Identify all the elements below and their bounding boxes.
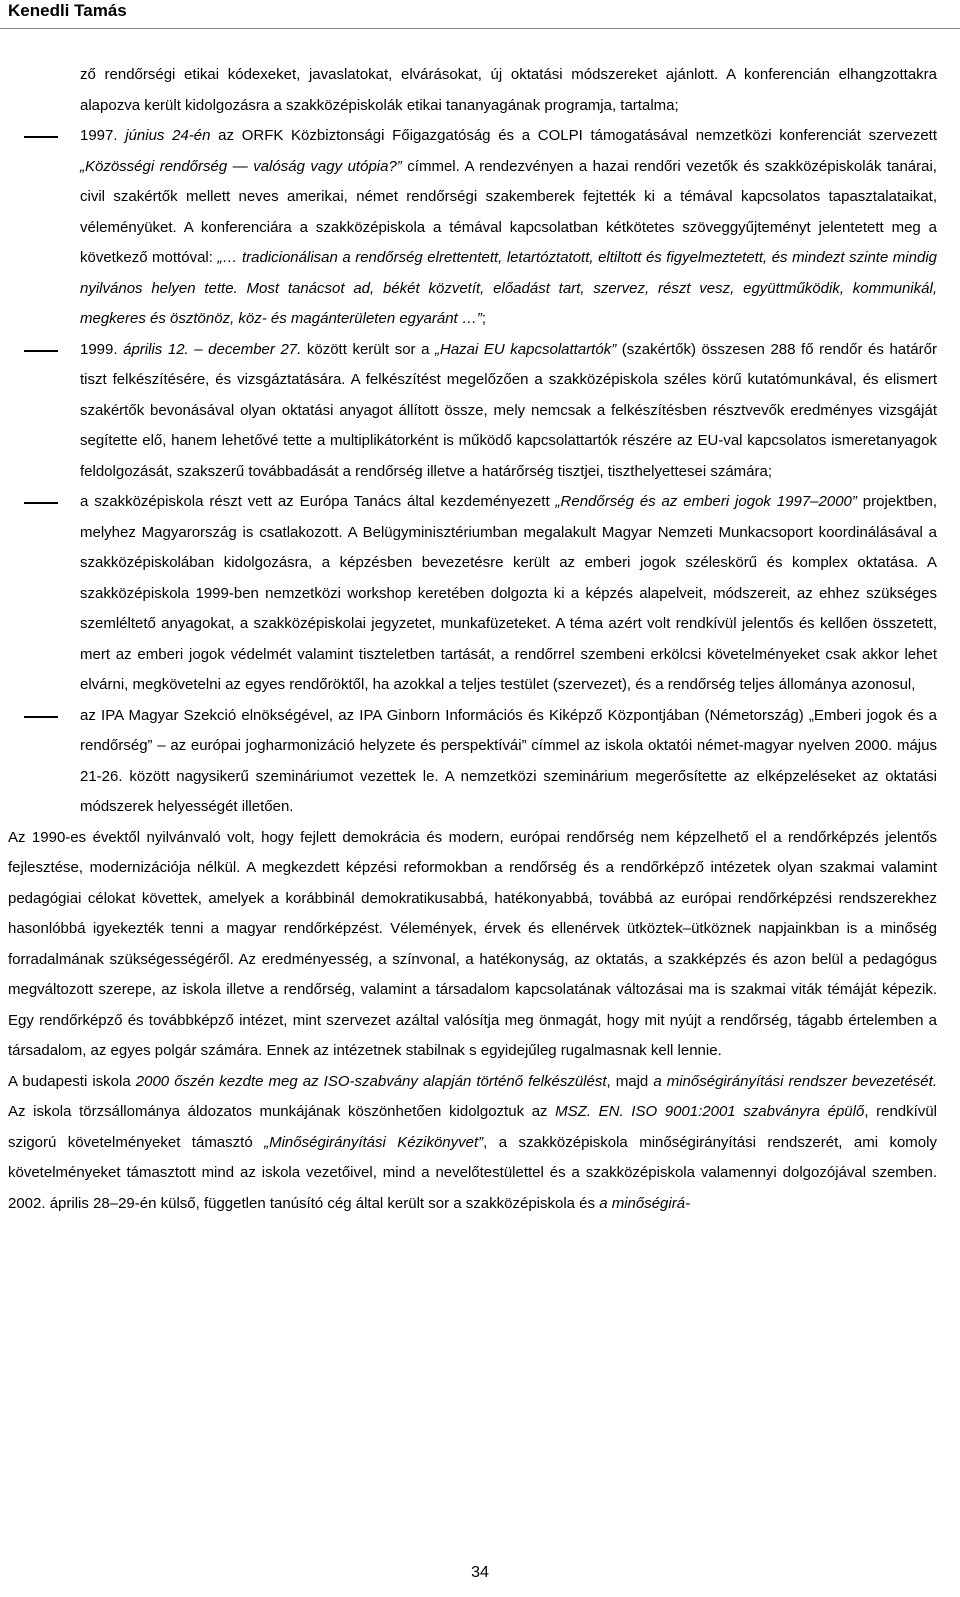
text-run: az IPA Magyar Szekció elnökségével, az IPA Ginborn Információs és Kiképző Központjában (Németország) „Emberi jogok és a rendőrség” – az európai jogharmonizáció helyzete és perspektívái” címmel az iskola oktatói német-magyar nyelven 2000. május 21-26. között nagysikerű szemináriumot vezettek le. A nemzetközi szeminárium megerősítette az elképzeléseket az oktatási módszerek helyességét illetően.	[80, 706, 937, 815]
text-run: 1999.	[80, 340, 124, 358]
text-run: 1997.	[80, 127, 126, 144]
running-header: Kenedli Tamás	[8, 1, 127, 20]
list-item	[80, 335, 937, 488]
italic-text: a minőségirá-	[599, 1194, 691, 1212]
text-run: A budapesti iskola	[8, 1072, 136, 1090]
italic-text: április 12. – december 27.	[123, 340, 302, 358]
text-run: az ORFK Közbiztonsági Főigazgatóság és a COLPI támogatásával nemzetközi konferenciát szervezett	[210, 127, 937, 144]
dash-bullet	[24, 350, 58, 352]
text-run: ;	[481, 310, 487, 327]
italic-text: „Minőségirányítási Kézikönyvet”	[264, 1133, 484, 1151]
text-run: a szakközépiskola részt vett az Európa Tanács által kezdeményezett	[80, 493, 556, 510]
text-run: között került sor a	[301, 340, 435, 358]
paragraph	[8, 1067, 937, 1220]
text-run: projektben, melyhez Magyarország is csatlakozott. A Belügyminisztériumban megalakult Magyar Nemzeti Munkacsoport koordinálásával a szakközépiskolában kidolgozásra, a képzésben bevezetésre került az emberi jogok széleskörű és komplex oktatása. A szakközépiskola 1999-ben nemzetközi workshop keretében dolgozta ki a képzés alapelveit, módszereit, az ehhez szükséges szemléltető anyagokat, a szakközépiskolai jegyzetet, munkafüzeteket. A téma azért volt rendkívül jelentős és kellően összetett, mert az emberi jogok védelmét valamint tiszteletben tartását, a rendőrrel szembeni erkölcsi követelményeket csak akkor lehet elvárni, megkövetelni az egyes rendőröktől, ha azokkal a teljes testület (szervezet), és a rendőrség teljes állománya azonosul,	[80, 493, 938, 693]
text-run: Az iskola törzsállománya áldozatos munkájának köszönhetően kidolgoztuk az	[8, 1103, 556, 1120]
text-run: , majd	[606, 1072, 654, 1090]
text-run: (szakértők) összesen 288 fő rendőr és határőr tiszt felkészítésére, és vizsgáztatására. A felkészítést megelőzően a szakközépiskola széles körű kutatómunkával, és elismert szakértők bevonásával olyan oktatási anyagot állított össze, mely nemcsak a felkészítésben résztvevők eredményes vizsgáját segítette elő, hanem lehetővé tette a multiplikátorként is működő kapcsolattartók részére az EU-val kapcsolatos ismeretanyagok feldolgozását, szakszerű továbbadását a rendőrség illetve a határőrség tisztjei, tiszthelyettesei számára;	[80, 340, 937, 480]
italic-text: június 24-én	[125, 127, 211, 144]
list-item	[80, 487, 937, 701]
text-run: címmel. A rendezvényen a hazai rendőri vezetők és szakközépiskolák tanárai, civil szakértők mellett neves amerikai, német rendőrségi szakemberek fejtették ki a témával kapcsolatos tapasztalataikat, véleményüket. A konferenciára a szakközépiskola a témával kapcsolatban kétkötetes szöveggyűjteményt jelentetett meg a következő mottóval:	[80, 157, 937, 266]
italic-text: „Közösségi rendőrség — valóság vagy utópia?”	[80, 157, 402, 175]
text-run: Az 1990-es évektől nyilvánvaló volt, hogy fejlett demokrácia és modern, európai rendőrség nem képzelhető el a rendőrképzés jelentős fejlesztése, modernizációja nélkül. A megkezdett képzési reformokban a rendőrség és a rendőrképző intézetek olyan szakmai valamint pedagógiai célokat követtek, amelyek a korábbinál demokratikusabbá, hatékonyabbá, továbbá az európai rendőrképzési rendszerekhez hasonlóbbá igyekezték tenni a magyar rendőrképzést. Vélemények, érvek és ellenérvek ütköztek–ütköznek napjainkban is a minőség forradalmának szükségességéről. Az eredményesség, a színvonal, a hatékonyság, az oktatás, a szakképzés és azon belül a pedagógus megváltozott szerepe, az iskola illetve a rendőrség, valamint a társadalom kapcsolatának változásai ma is szakmai viták témáját képezik. Egy rendőrképző és továbbképző intézet, mint szervezet azáltal valósítja meg önmagát, hogy mit nyújt a rendőrség, tágabb értelemben a társadalom, az egyes polgár számára. Ennek az intézetnek stabilnak s egyidejűleg rugalmasnak kell lennie.	[8, 828, 937, 1059]
body-text	[0, 60, 960, 1219]
dash-bullet	[24, 716, 58, 718]
italic-text: 2000 őszén kezdte meg az ISO-szabvány alapján történő felkészülést	[135, 1072, 607, 1090]
dash-bullet	[24, 136, 58, 138]
paragraph	[8, 823, 937, 1067]
text-run: , rendkívül szigorú követelményeket támasztó	[8, 1103, 937, 1151]
header-divider	[0, 28, 960, 29]
italic-text: MSZ. EN. ISO 9001:2001 szabványra épülő	[555, 1103, 865, 1120]
list-item	[80, 701, 937, 823]
text-run: ző rendőrségi etikai kódexeket, javaslatokat, elvárásokat, új oktatási módszereket ajánlott. A konferencián elhangzottakra alapozva került kidolgozásra a szakközépiskolák etikai tananyagának programja, tartalma;	[80, 66, 937, 114]
italic-text: a minőségirányítási rendszer bevezetését.	[653, 1072, 937, 1090]
list-item	[80, 60, 937, 121]
italic-text: „Hazai EU kapcsolattartók”	[435, 340, 617, 358]
italic-text: „… tradicionálisan a rendőrség elrettentett, letartóztatott, eltiltott és figyelmeztetett, és mindezt szinte mindig nyilvános helyen tette. Most tanácsot ad, békét közvetít, előadást tart, szervez, részt vesz, együttműködik, kommunikál, megkeres és ösztönöz, köz- és magánterületen egyaránt …”	[80, 249, 937, 327]
dash-bullet	[24, 502, 58, 504]
italic-text: „Rendőrség és az emberi jogok 1997–2000”	[555, 493, 857, 510]
text-run: , a szakközépiskola minőségirányítási rendszerét, ami komoly követelményeket támasztott mind az iskola vezetőivel, mind a nevelőtestülettel és a szakközépiskola valamennyi dolgozójával szemben. 2002. április 28–29-én külső, független tanúsító cég által került sor a szakközépiskola és	[8, 1133, 937, 1212]
page-number: 34	[471, 1564, 489, 1581]
list-item	[80, 121, 937, 335]
